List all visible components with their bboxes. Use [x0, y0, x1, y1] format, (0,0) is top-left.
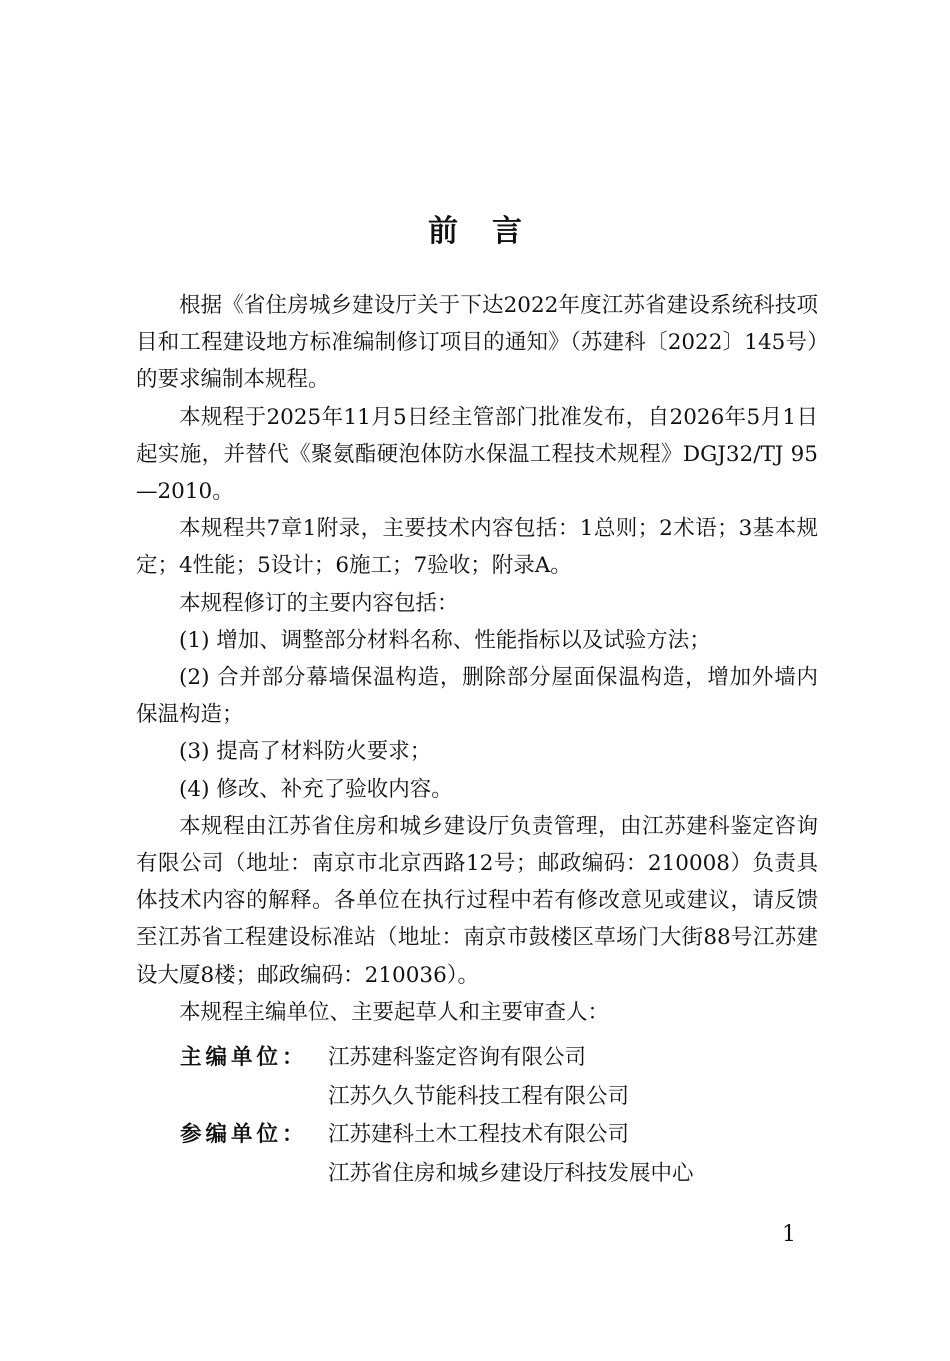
revision-item-1: (1) 增加、调整部分材料名称、性能指标以及试验方法；: [179, 627, 711, 653]
chief-unit-name: 江苏久久节能科技工程有限公司: [328, 1083, 630, 1109]
participating-list: [328, 1116, 694, 1193]
chief-unit-name: 江苏建科鉴定咨询有限公司: [328, 1045, 587, 1070]
page-number: 1: [782, 1222, 796, 1247]
chief-editing-units: [180, 1039, 820, 1116]
paragraph-basis: 根据《省住房城乡建设厅关于下达2022年度江苏省建设系统科技项目和工程建设地方标准编制修订项目的通知》（苏建科〔2022〕145号）的要求编制本规程。: [136, 293, 818, 393]
revision-item-3: (3) 提高了材料防火要求；: [179, 739, 432, 765]
paragraph-contents: 本规程共7章1附录，主要技术内容包括：1总则；2术语；3基本规定；4性能；5设计；6施工；7验收；附录A。: [136, 516, 818, 579]
revision-item-4: (4) 修改、补充了验收内容。: [179, 776, 453, 802]
editing-units: [180, 1039, 820, 1193]
chief-editing-list: [328, 1039, 629, 1116]
chief-editing-label: 主编单位：: [180, 1045, 308, 1070]
paragraph-revision-intro: 本规程修订的主要内容包括：: [179, 590, 459, 616]
page-title: 前言: [428, 214, 556, 249]
participating-units: [180, 1116, 820, 1193]
paragraph-implementation: 本规程于2025年11月5日经主管部门批准发布，自2026年5月1日起实施，并替代《聚氨酯硬泡体防水保温工程技术规程》DGJ32/TJ 95—2010。: [136, 404, 818, 505]
paragraph-units-intro: 本规程主编单位、主要起草人和主要审查人：: [179, 999, 610, 1025]
participating-unit-name: 江苏建科土木工程技术有限公司: [328, 1122, 630, 1147]
preface-body: [136, 287, 818, 1031]
revision-item-2: (2) 合并部分幕墙保温构造，删除部分屋面保温构造，增加外墙内保温构造；: [136, 665, 818, 728]
paragraph-management: 本规程由江苏省住房和城乡建设厅负责管理，由江苏建科鉴定咨询有限公司（地址：南京市北京西路12号；邮政编码：210008）负责具体技术内容的解释。各单位在执行过程中若有修改意见或建议，请反馈至江苏省工程建设标准站（地址：南京市鼓楼区草场门大街88号江苏建设大厦8楼；邮政编码：210036）。: [136, 813, 818, 988]
participating-unit-name: 江苏省住房和城乡建设厅科技发展中心: [328, 1160, 694, 1186]
participating-label: 参编单位：: [180, 1122, 308, 1147]
